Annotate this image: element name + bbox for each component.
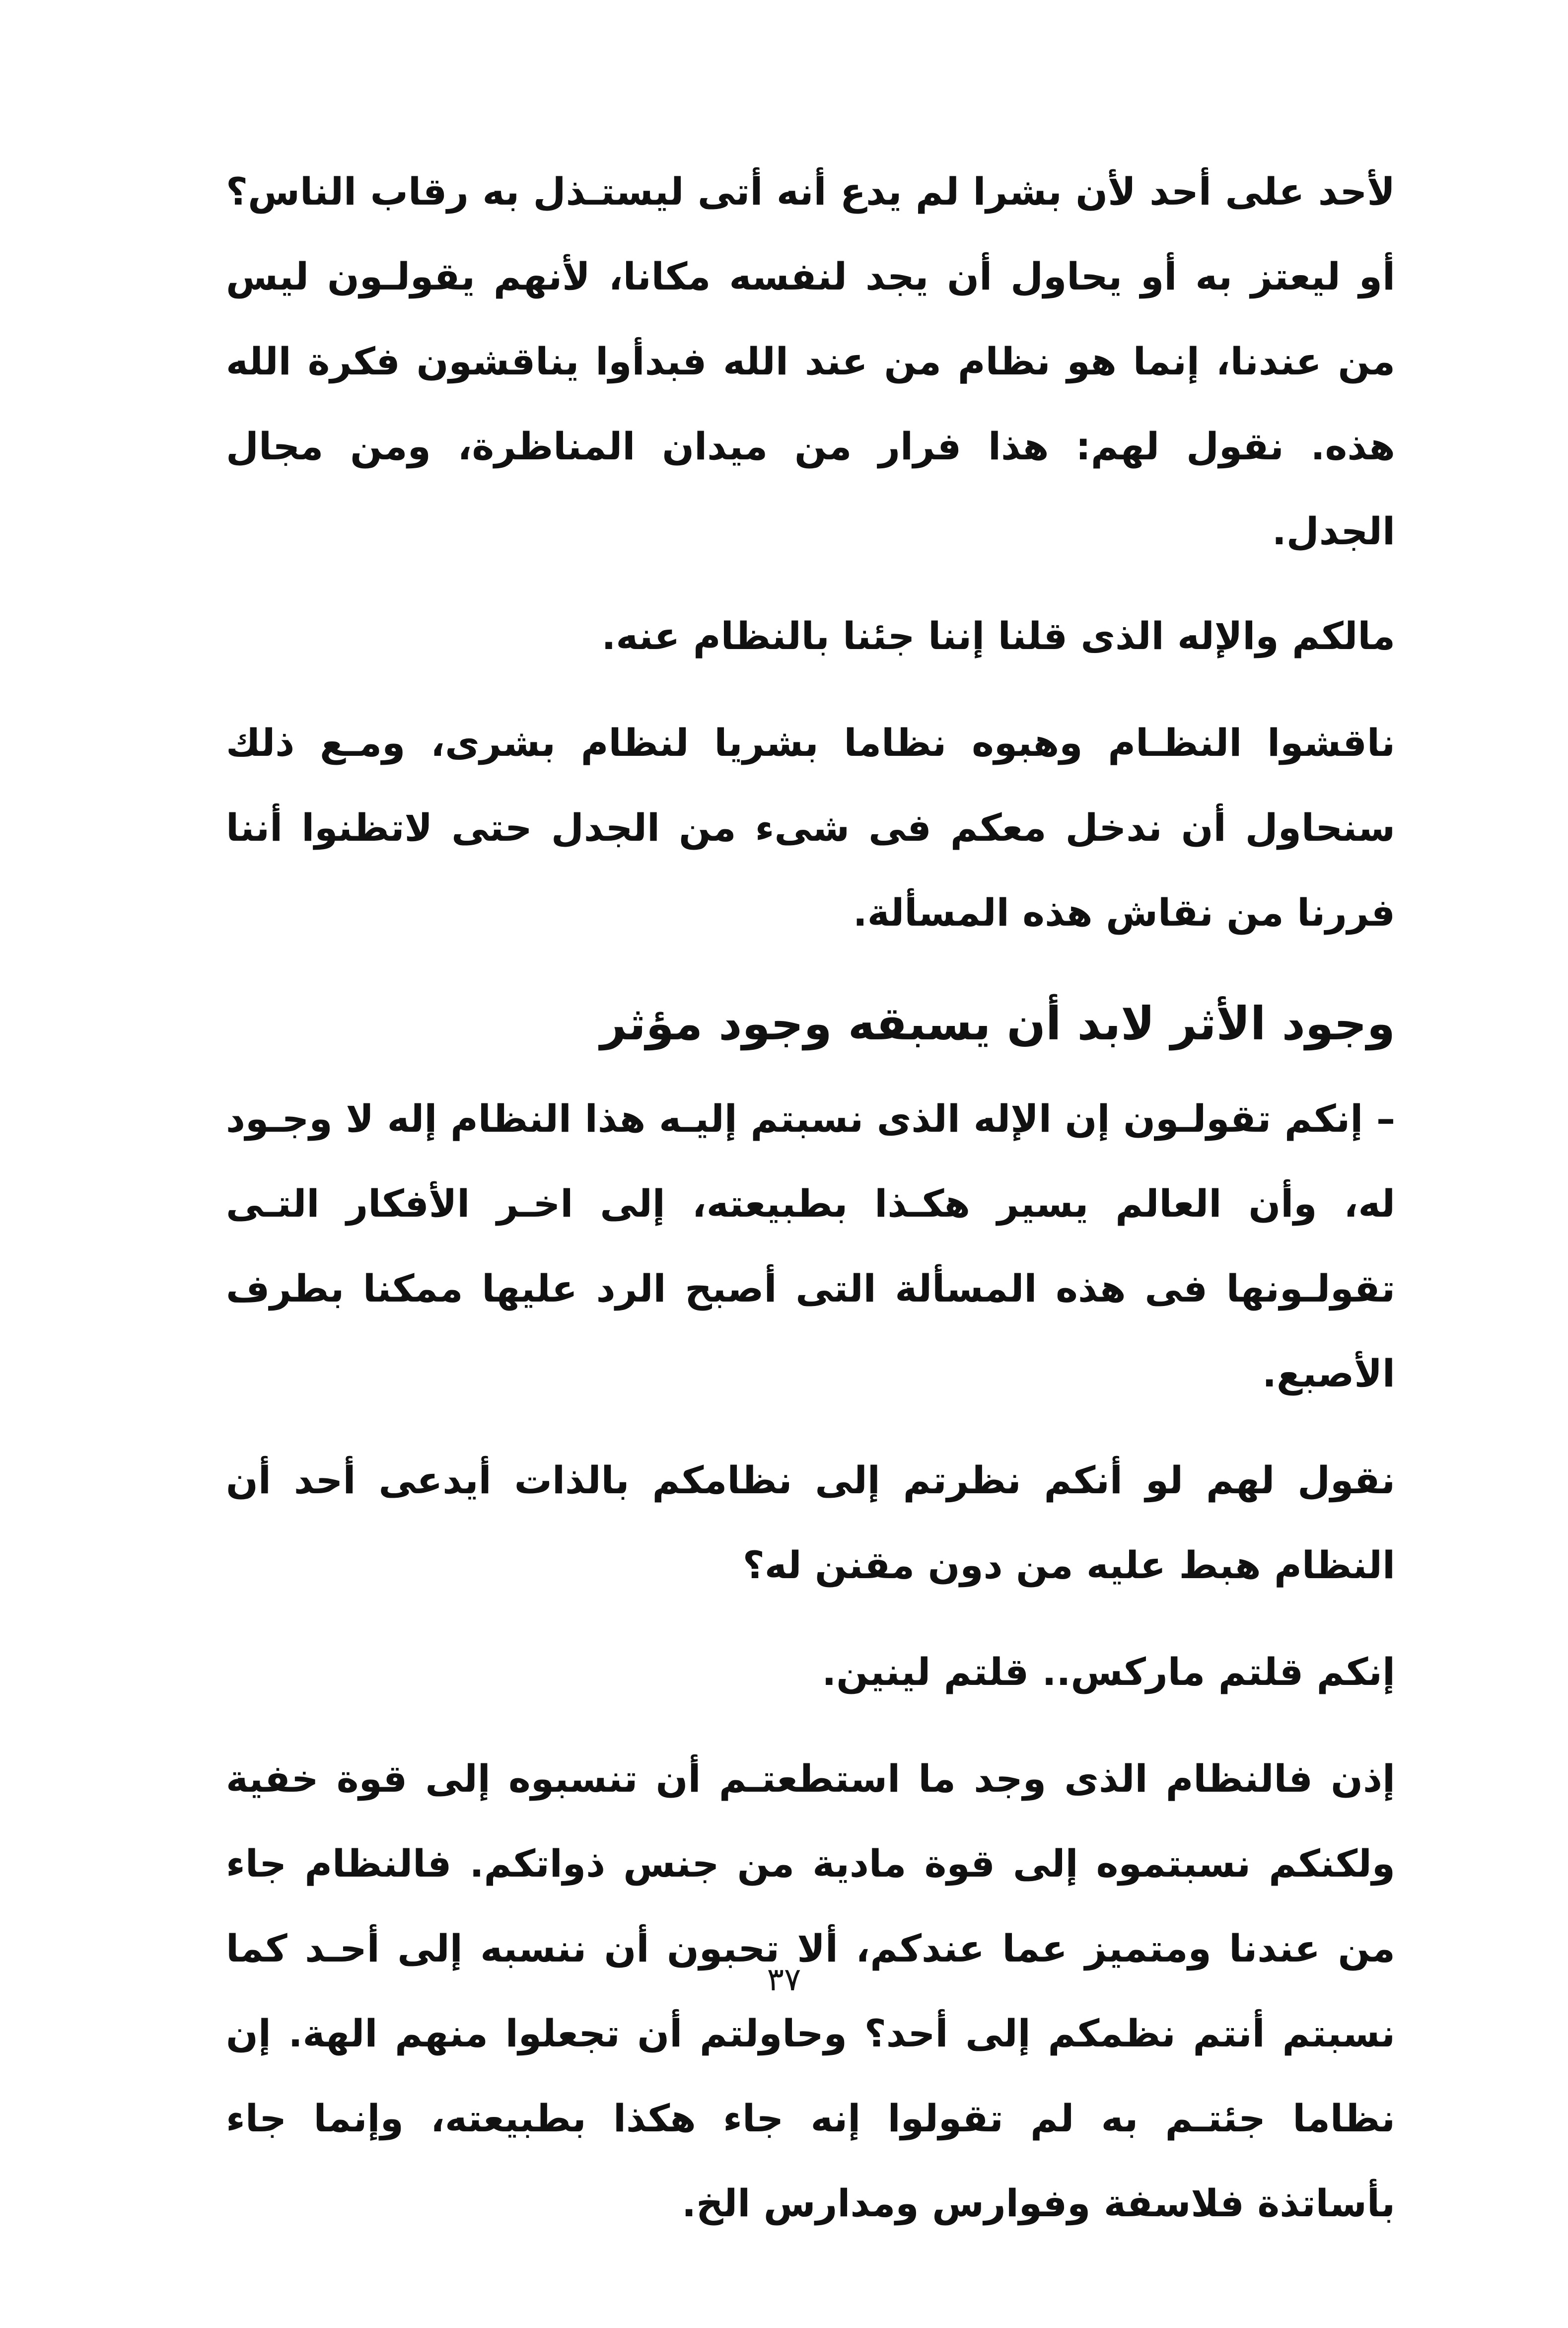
paragraph-3: ناقشوا النظـام وهبوه نظاما بشريا لنظام بشرى، ومـع ذلك سنحاول أن ندخل معكم فى شىء من الجدل حتى لاتظنوا أننا فررنا من نقاش هذه المسألة. bbox=[226, 721, 1395, 935]
text-column bbox=[226, 149, 1395, 2267]
page-number: ٣٧ bbox=[767, 1962, 801, 1998]
paragraph-1: لأحد على أحد لأن بشرا لم يدع أنه أتى ليستـذل به رقاب الناس؟ أو ليعتز به أو يحاول أن يجد لنفسه مكانا، لأنهم يقولـون ليس من عندنا، إنما هو نظام من عند الله فبدأوا يناقشون فكرة الله هذه. نقول لهم: هذا فرار من ميدان المناظرة، ومن مجال الجدل. bbox=[226, 169, 1395, 553]
paragraph-7: إذن فالنظام الذى وجد ما استطعتـم أن تنسبوه إلى قوة خفية ولكنكم نسبتموه إلى قوة مادية من جنس ذواتكم. فالنظام جاء من عندنا ومتميز عما عندكم، ألا تحبون أن ننسبه إلى أحـد كما نسبتم أنتم نظمكم إلى أحد؟ وحاولتم أن تجعلوا منهم الهة. إن نظاما جئتـم به لم تقولوا إنه جاء هكذا بطبيعته، وإنما جاء بأساتذة فلاسفة وفوارس ومدارس الخ. bbox=[226, 1756, 1395, 2225]
paragraph-5: نقول لهم لو أنكم نظرتم إلى نظامكم بالذات أيدعى أحد أن النظام هبط عليه من دون مقنن له؟ bbox=[226, 1458, 1395, 1587]
paragraph-6: إنكم قلتم ماركس.. قلتم لينين. bbox=[822, 1650, 1395, 1694]
paragraph-4: – إنكم تقولـون إن الإله الذى نسبتم إليـه هذا النظام إله لا وجـود له، وأن العالم يسير هكـذا بطبيعته، إلى اخـر الأفكار التـى تقولـونها فى هذه المسألة التى أصبح الرد عليها ممكنا بطرف الأصبع. bbox=[226, 1096, 1395, 1395]
section-heading: وجود الأثر لابد أن يسبقه وجود مؤثر bbox=[600, 997, 1395, 1050]
paragraph-2: مالكم والإله الذى قلنا إننا جئنا بالنظام عنه. bbox=[601, 614, 1395, 658]
